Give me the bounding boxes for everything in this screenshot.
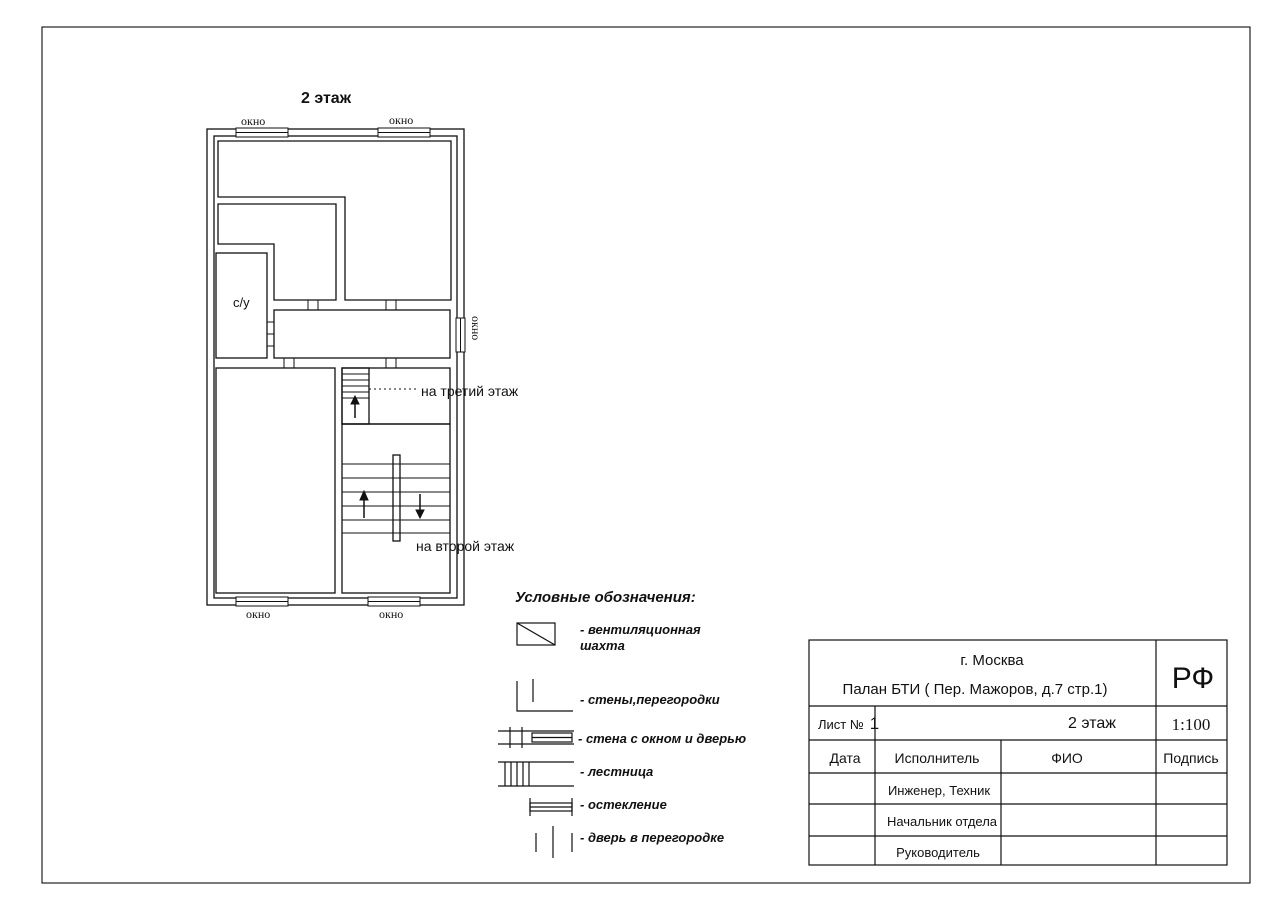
stairs-to-third-floor [342, 374, 418, 418]
window-label: окно [389, 113, 414, 127]
legend-item-label: - стены,перегородки [580, 692, 720, 707]
window-label: окно [241, 114, 266, 128]
legend-glazing-symbol [530, 798, 572, 816]
floor-plan [207, 129, 464, 605]
title-scale: 1:100 [1171, 715, 1211, 734]
stairs-down-label: на второй этаж [416, 538, 515, 554]
title-city: г. Москва [960, 652, 1024, 669]
title-project: Палан БТИ ( Пер. Мажоров, д.7 стр.1) [842, 681, 1108, 698]
sheet-label: Лист № [818, 717, 864, 732]
window-label: окно [469, 316, 483, 341]
role-engineer: Инженер, Техник [887, 783, 991, 798]
header-signature: Подпись [1163, 750, 1219, 766]
stairs-main [342, 464, 450, 533]
role-manager: Руководитель [896, 845, 980, 860]
legend-item-label: - стена с окном и дверью [578, 731, 747, 746]
legend-item-label: шахта [580, 638, 625, 653]
window-label: окно [246, 607, 271, 621]
legend-item-label: - дверь в перегородке [580, 830, 725, 845]
legend-item-label: - остекление [580, 797, 667, 812]
header-date: Дата [829, 750, 861, 766]
role-head-of-department: Начальник отдела [886, 814, 998, 829]
sheet-number: 1 [869, 714, 880, 733]
title-country: РФ [1171, 662, 1215, 695]
header-name: ФИО [1051, 750, 1083, 766]
stairs-up-label: на третий этаж [421, 383, 519, 399]
legend-wall-window-door-symbol [498, 727, 574, 748]
title-floor: 2 этаж [1068, 715, 1116, 732]
legend-item-label: - вентиляционная [580, 622, 701, 637]
floor-title: 2 этаж [301, 90, 352, 107]
header-executor: Исполнитель [894, 750, 980, 766]
legend-item-label: - лестница [580, 764, 654, 779]
legend-title: Условные обозначения: [515, 589, 696, 606]
window-label: окно [379, 607, 404, 621]
legend-partition-door-symbol [536, 826, 572, 858]
legend-stairs-symbol [498, 762, 574, 786]
legend-vent-shaft-symbol [517, 623, 555, 645]
bathroom-label: с/у [233, 295, 250, 310]
sheet-number-label [818, 714, 879, 733]
windows [236, 128, 465, 606]
legend-walls-symbol [517, 679, 573, 711]
